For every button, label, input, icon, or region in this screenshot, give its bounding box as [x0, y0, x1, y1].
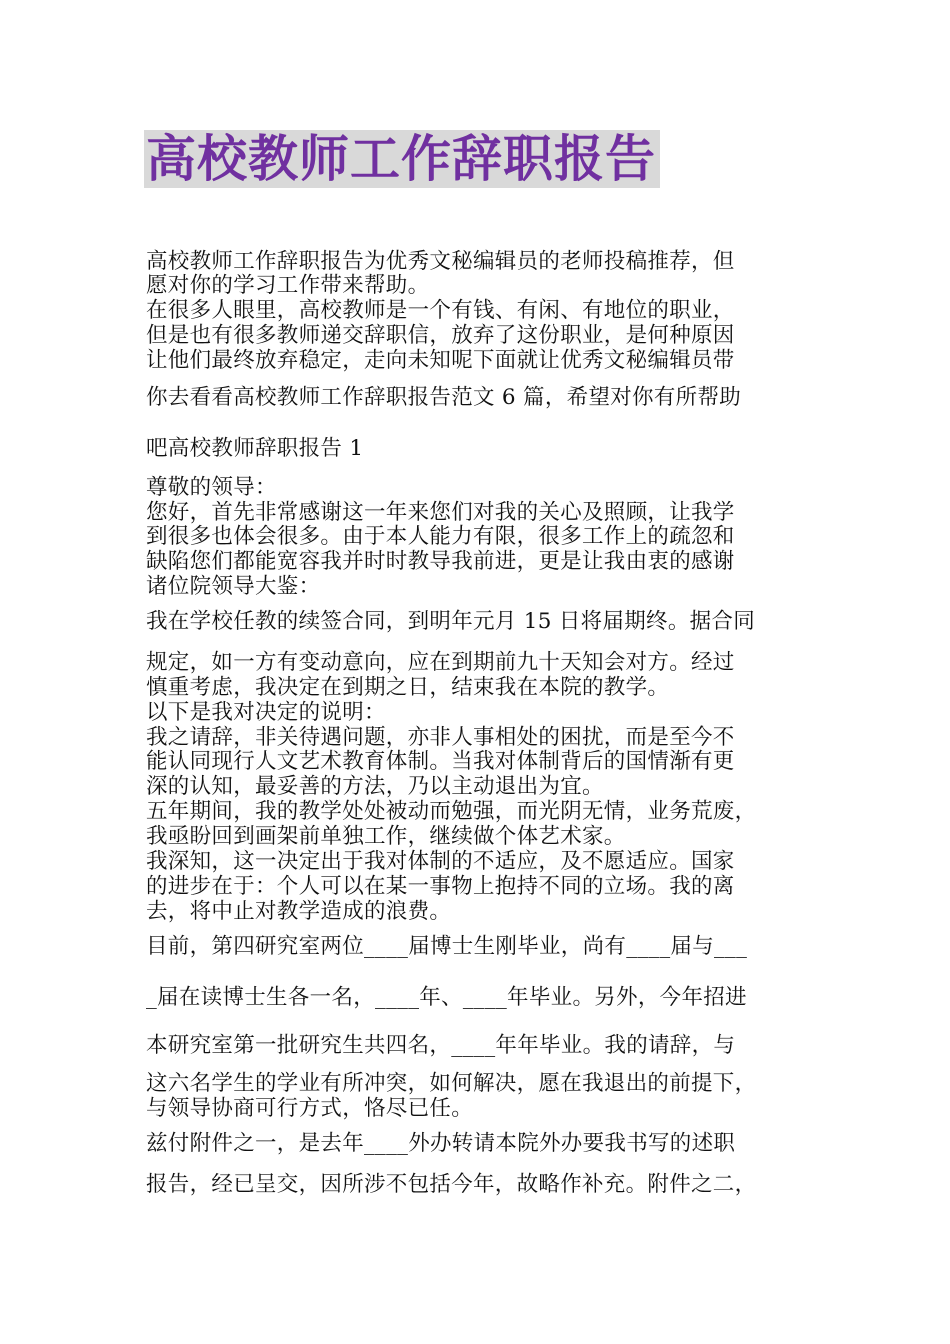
paragraph-line: 深的认知，最妥善的方法，乃以主动退出为宜。: [146, 774, 604, 799]
paragraph-line: 尊敬的领导：: [146, 475, 277, 500]
paragraph-line: 兹付附件之一，是去年____外办转请本院外办要我书写的述职: [146, 1131, 736, 1156]
paragraph-line: 慎重考虑，我决定在到期之日，结束我在本院的教学。: [146, 675, 670, 700]
paragraph-line: 您好，首先非常感谢这一年来您们对我的关心及照顾，让我学: [146, 500, 735, 525]
paragraph-line: 我深知，这一决定出于我对体制的不适应，及不愿适应。国家: [146, 849, 735, 874]
paragraph-line: 这六名学生的学业有所冲突，如何解决，愿在我退出的前提下，: [146, 1071, 757, 1096]
paragraph-line: 你去看看高校教师工作辞职报告范文 6 篇，希望对你有所帮助: [146, 385, 742, 410]
paragraph-line: 能认同现行人文艺术教育体制。当我对体制背后的国情渐有更: [146, 749, 735, 774]
paragraph-line: 目前，第四研究室两位____届博士生刚毕业，尚有____届与___: [146, 934, 748, 959]
paragraph-line: 我在学校任教的续签合同，到明年元月 15 日将届期终。据合同: [146, 609, 756, 634]
paragraph-line: 诸位院领导大鉴：: [146, 574, 321, 599]
paragraph-line: _届在读博士生各一名，____年、____年毕业。另外，今年招进: [146, 985, 747, 1010]
paragraph-line: 的进步在于：个人可以在某一事物上抱持不同的立场。我的离: [146, 874, 735, 899]
paragraph-line: 缺陷您们都能宽容我并时时教导我前进，更是让我由衷的感谢: [146, 549, 735, 574]
paragraph-line: 我亟盼回到画架前单独工作，继续做个体艺术家。: [146, 824, 626, 849]
paragraph-line: 与领导协商可行方式，恪尽已任。: [146, 1096, 474, 1121]
paragraph-line: 到很多也体会很多。由于本人能力有限，很多工作上的疏忽和: [146, 524, 735, 549]
paragraph-line: 在很多人眼里，高校教师是一个有钱、有闲、有地位的职业，: [146, 298, 735, 323]
paragraph-line: 去，将中止对教学造成的浪费。: [146, 899, 452, 924]
paragraph-line: 让他们最终放弃稳定，走向未知呢下面就让优秀文秘编辑员带: [146, 348, 735, 373]
paragraph-line: 五年期间，我的教学处处被动而勉强，而光阴无情，业务荒废，: [146, 799, 757, 824]
document-title: 高校教师工作辞职报告: [144, 130, 660, 188]
paragraph-line: 愿对你的学习工作带来帮助。: [146, 273, 430, 298]
paragraph-line: 高校教师工作辞职报告为优秀文秘编辑员的老师投稿推荐，但: [146, 249, 735, 274]
paragraph-line: 报告，经已呈交，因所涉不包括今年，故略作补充。附件之二，: [146, 1172, 757, 1197]
paragraph-line: 但是也有很多教师递交辞职信，放弃了这份职业，是何种原因: [146, 323, 735, 348]
paragraph-line: 规定，如一方有变动意向，应在到期前九十天知会对方。经过: [146, 650, 735, 675]
paragraph-line: 本研究室第一批研究生共四名，____年年毕业。我的请辞，与: [146, 1033, 736, 1058]
paragraph-line: 吧高校教师辞职报告 1: [146, 436, 364, 461]
paragraph-line: 我之请辞，非关待遇问题，亦非人事相处的困扰，而是至今不: [146, 725, 735, 750]
paragraph-line: 以下是我对决定的说明：: [146, 700, 386, 725]
